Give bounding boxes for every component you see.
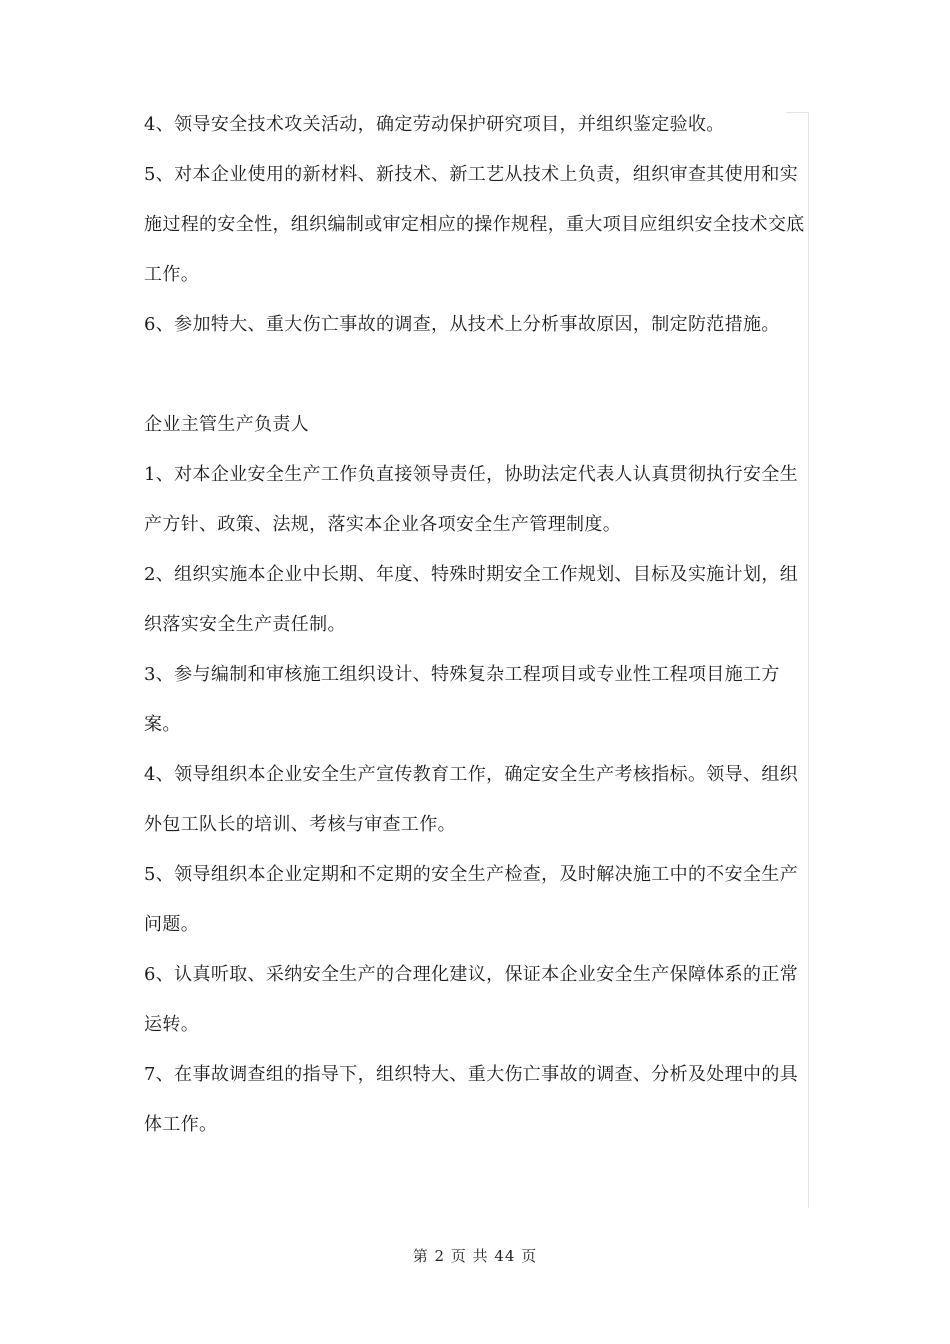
section-heading: 企业主管生产负责人: [144, 414, 310, 435]
document-body: [144, 100, 808, 1150]
paragraph-item-1: 1、对本企业安全生产工作负直接领导责任，协助法定代表人认真贯彻执行安全生产方针、政策、法规，落实本企业各项安全生产管理制度。: [144, 464, 799, 535]
paragraph-item-2: 2、组织实施本企业中长期、年度、特殊时期安全工作规划、目标及实施计划，组织落实安全生产责任制。: [144, 564, 799, 635]
page-footer: 第 2 页 共 44 页: [412, 1247, 538, 1265]
paragraph-item-6: 6、认真听取、采纳安全生产的合理化建议，保证本企业安全生产保障体系的正常运转。: [144, 964, 799, 1035]
paragraph-item-4-top: 4、领导安全技术攻关活动，确定劳动保护研究项目，并组织鉴定验收。: [144, 114, 725, 135]
paragraph-item-4: 4、领导组织本企业安全生产宣传教育工作，确定安全生产考核指标。领导、组织外包工队长的培训、考核与审查工作。: [144, 764, 799, 835]
paragraph-item-5-top: 5、对本企业使用的新材料、新技术、新工艺从技术上负责，组织审查其使用和实施过程的安全性，组织编制或审定相应的操作规程，重大项目应组织安全技术交底工作。: [144, 164, 805, 285]
paragraph-item-5: 5、领导组织本企业定期和不定期的安全生产检查，及时解决施工中的不安全生产问题。: [144, 864, 799, 935]
paragraph-item-7: 7、在事故调查组的指导下，组织特大、重大伤亡事故的调查、分析及处理中的具体工作。: [144, 1064, 799, 1135]
paragraph-item-3: 3、参与编制和审核施工组织设计、特殊复杂工程项目或专业性工程项目施工方案。: [144, 664, 780, 735]
page-border-right: [808, 112, 809, 1208]
paragraph-item-6-top: 6、参加特大、重大伤亡事故的调查，从技术上分析事故原因，制定防范措施。: [144, 314, 780, 335]
